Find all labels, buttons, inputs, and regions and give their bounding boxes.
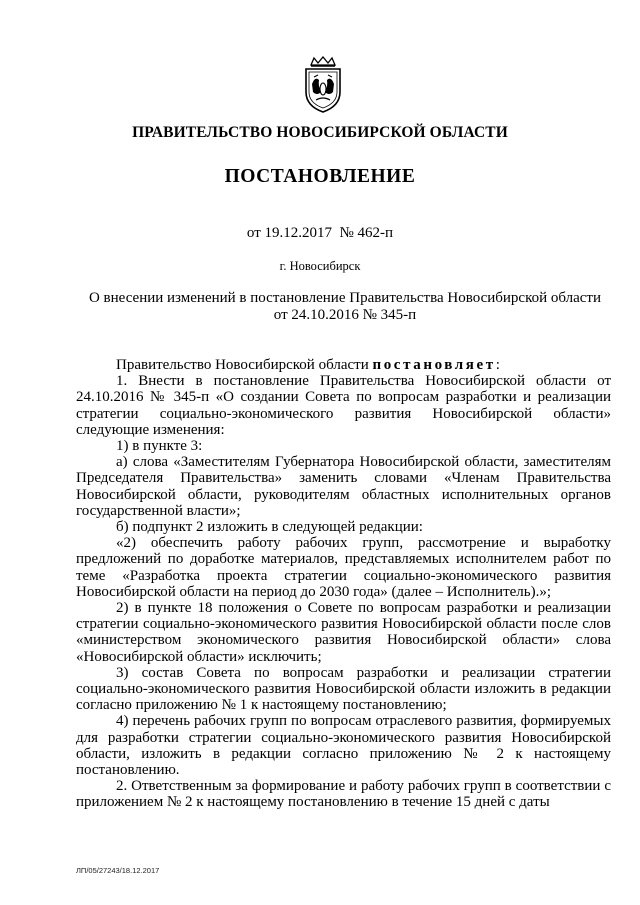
subject	[80, 290, 610, 324]
subject-line-2: от 24.10.2016 № 345-п	[273, 307, 417, 323]
document-type: ПОСТАНОВЛЕНИЕ	[224, 166, 416, 187]
paragraph-6: 2) в пункте 18 положения о Совете по вопросам разработки и реализации стратегии социально-экономического развития Новосибирской области после слов «министерством экономического развития Новосибирской области» слова «Новосибирской области» исключить;	[76, 600, 611, 665]
paragraph-3: а) слова «Заместителям Губернатора Новосибирской области, заместителям Председателя Правительства» заменить словами «Членам Правительства Новосибирской области, руководителям областных исполнительных органов государственной власти»;	[76, 454, 611, 519]
paragraph-1: 1. Внести в постановление Правительства Новосибирской области от 24.10.2016 № 345-п «О создании Совета по вопросам разработки и реализации стратегии социально-экономического развития Новосибирской области» следующие изменения:	[76, 373, 611, 438]
paragraph-9: 2. Ответственным за формирование и работу рабочих групп в соответствии с приложением № 2 к настоящему постановлению в течение 15 дней с даты	[76, 778, 611, 811]
footer-code: ЛП/05/27243/18.12.2017	[76, 866, 160, 875]
paragraph-8: 4) перечень рабочих групп по вопросам отраслевого развития, формируемых для разработки стратегии социально-экономического развития Новосибирской области, изложить в редакции согласно приложению № 2 к настоящему постановлению.	[76, 713, 611, 779]
date-number: от 19.12.2017 № 462-п	[246, 225, 394, 241]
decree-word: постановляет	[372, 357, 496, 373]
paragraph-5: «2) обеспечить работу рабочих групп, рассмотрение и выработку предложений по доработке материалов, представляемых исполнителем работ по теме «Разработка проекта стратегии социально-экономического развития Новосибирской области на период до 2030 года» (далее – Исполнитель).»;	[76, 535, 611, 600]
intro-prefix: Правительство Новосибирской области	[116, 357, 369, 373]
document-body	[76, 357, 611, 811]
paragraph-7: 3) состав Совета по вопросам разработки и реализации стратегии социально-экономического развития Новосибирской области изложить в редакции согласно приложению № 1 к настоящему постановлению;	[76, 664, 611, 714]
coat-of-arms-icon	[300, 56, 346, 114]
intro-suffix: :	[495, 357, 500, 373]
paragraph-4: б) подпункт 2 изложить в следующей редакции:	[116, 519, 423, 536]
organization-title: ПРАВИТЕЛЬСТВО НОВОСИБИРСКОЙ ОБЛАСТИ	[132, 124, 508, 141]
paragraph-2: 1) в пункте 3:	[116, 438, 203, 455]
intro-paragraph	[76, 357, 611, 373]
city: г. Новосибирск	[279, 259, 361, 273]
subject-line-1: О внесении изменений в постановление Правительства Новосибирской области	[88, 290, 602, 306]
